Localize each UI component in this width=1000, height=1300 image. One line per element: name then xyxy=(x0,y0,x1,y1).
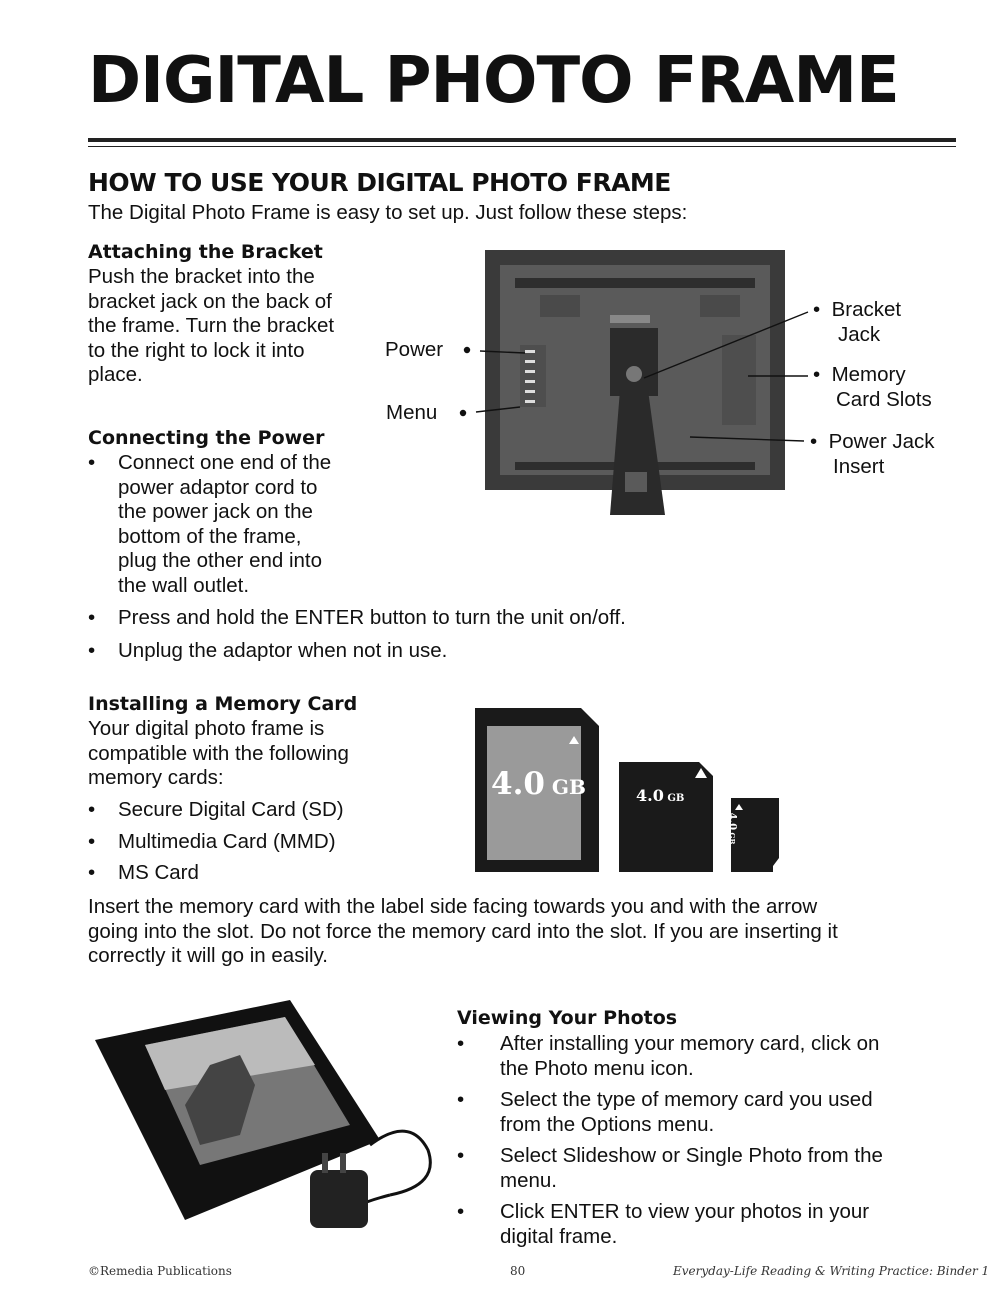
power-jack-label-line xyxy=(810,430,935,455)
sd-card-label xyxy=(491,766,586,802)
mmc-card-label xyxy=(636,786,684,805)
text-line: Multimedia Card (MMD) xyxy=(118,829,336,853)
text-line: going into the slot. Do not force the memory card into the slot. If you are inserting it xyxy=(88,919,838,943)
text-line: memory cards: xyxy=(88,766,224,789)
power-jack-label xyxy=(810,430,935,479)
text-line: digital frame. xyxy=(500,1224,618,1248)
power-heading: Connecting the Power xyxy=(88,427,325,449)
card-capacity: 4.0 xyxy=(726,812,738,831)
footer-publisher: ©Remedia Publications xyxy=(88,1264,232,1278)
power-button-label: Power xyxy=(385,338,444,361)
text-line: from the Options menu. xyxy=(500,1112,715,1136)
text-line: the wall outlet. xyxy=(118,573,250,597)
text-line: • Select the type of memory card you used xyxy=(500,1088,873,1111)
bracket-jack-label xyxy=(813,298,901,347)
memory-cards-list xyxy=(88,798,344,886)
text-line: menu. xyxy=(500,1168,557,1192)
text-line: Push the bracket into the xyxy=(88,265,315,288)
text-line: the power jack on the xyxy=(118,500,313,523)
bullet-dot: • xyxy=(810,430,829,453)
text-line: bracket jack on the back of xyxy=(88,289,332,313)
label-text: Insert xyxy=(833,454,885,478)
ms-card-label xyxy=(726,813,737,845)
card-unit: GB xyxy=(667,793,685,804)
text-line: the Photo menu icon. xyxy=(500,1056,694,1080)
label-text: Jack xyxy=(838,322,881,346)
card-unit: GB xyxy=(727,832,737,845)
text-line: MS Card xyxy=(118,861,199,884)
label-text: Power Jack xyxy=(828,430,935,453)
photo-frame-picture xyxy=(90,995,440,1245)
text-line: power adaptor cord to xyxy=(118,475,318,499)
label-text: Card Slots xyxy=(836,387,932,411)
text-line: Secure Digital Card (SD) xyxy=(118,798,344,821)
page-title: DIGITAL PHOTO FRAME xyxy=(88,44,899,118)
label-text: Bracket xyxy=(831,298,902,321)
viewing-steps-list xyxy=(457,1032,883,1249)
menu-button-label: Menu xyxy=(386,401,438,424)
text-line: • Click ENTER to view your photos in your xyxy=(500,1200,870,1223)
label-text: Memory xyxy=(831,363,906,386)
card-unit: GB xyxy=(551,775,586,799)
text-line: • After installing your memory card, click on xyxy=(500,1032,880,1055)
section-title: HOW TO USE YOUR DIGITAL PHOTO FRAME xyxy=(88,168,671,197)
list-item xyxy=(457,1200,883,1249)
bracket-heading: Attaching the Bracket xyxy=(88,241,323,263)
footer-book-title: Everyday-Life Reading & Writing Practice: Binder 1 xyxy=(673,1264,990,1278)
list-item xyxy=(88,451,788,598)
list-item xyxy=(88,606,788,631)
text-line: • Select Slideshow or Single Photo from the xyxy=(500,1144,883,1167)
intro-text: The Digital Photo Frame is easy to set up. Just follow these steps: xyxy=(88,201,688,224)
text-line: bottom of the frame, xyxy=(118,524,302,548)
list-item xyxy=(88,830,344,855)
list-item xyxy=(457,1032,883,1081)
list-item xyxy=(457,1144,883,1193)
text-line: • Connect one end of the xyxy=(118,451,332,474)
list-item xyxy=(88,639,788,664)
list-item xyxy=(88,861,344,886)
insert-instructions xyxy=(88,895,838,969)
memory-text xyxy=(88,717,349,791)
memory-slots-label-line xyxy=(813,363,932,388)
text-line: plug the other end into xyxy=(118,549,323,572)
power-steps-list xyxy=(88,451,788,663)
bracket-jack-label-line xyxy=(813,298,901,323)
bullet-dot: • xyxy=(813,298,832,321)
text-line: the frame. Turn the bracket xyxy=(88,314,335,337)
text-line: correctly it will go in easily. xyxy=(88,944,328,967)
viewing-heading: Viewing Your Photos xyxy=(457,1007,678,1029)
list-item xyxy=(457,1088,883,1137)
list-item xyxy=(88,798,344,823)
title-rule-thick xyxy=(88,138,956,142)
memory-heading: Installing a Memory Card xyxy=(88,693,358,715)
footer-page-number: 80 xyxy=(510,1264,526,1278)
text-line: Press and hold the ENTER button to turn the unit on/off. xyxy=(118,606,626,629)
card-capacity: 4.0 xyxy=(491,766,545,802)
text-line: Unplug the adaptor when not in use. xyxy=(118,638,448,662)
memory-slots-label xyxy=(813,363,932,412)
card-capacity: 4.0 xyxy=(636,786,664,805)
bullet-dot: • xyxy=(813,363,832,386)
text-line: Insert the memory card with the label side facing towards you and with the arrow xyxy=(88,895,818,918)
text-line: compatible with the following xyxy=(88,741,349,765)
text-line: to the right to lock it into xyxy=(88,338,305,362)
title-rule-thin xyxy=(88,146,956,147)
text-line: place. xyxy=(88,363,143,386)
bracket-text xyxy=(88,265,334,388)
text-line: Your digital photo frame is xyxy=(88,717,325,740)
